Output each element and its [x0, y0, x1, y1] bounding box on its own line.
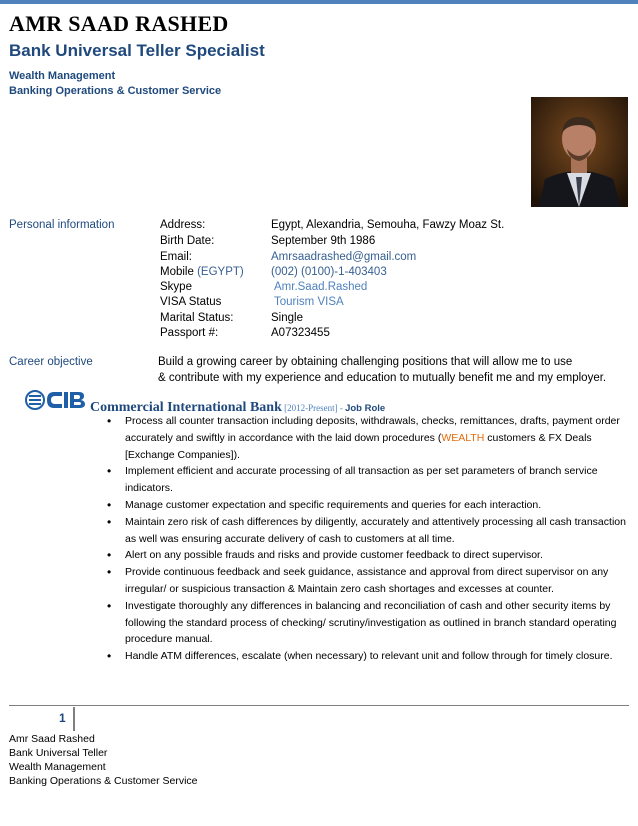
personal-info-heading: Personal information [9, 219, 115, 231]
page-number-divider [73, 707, 75, 731]
footer-rule [9, 705, 629, 706]
candidate-name: AMR SAAD RASHED [9, 11, 229, 36]
address-label: Address: [160, 219, 206, 231]
footer-operations: Banking Operations & Customer Service [9, 775, 198, 787]
address-value: Egypt, Alexandria, Semouha, Fawzy Moaz St. [271, 219, 505, 231]
duty-item [103, 413, 633, 463]
wealth-highlight: WEALTH [441, 431, 485, 444]
page-number: 1 [59, 711, 66, 725]
passport-label: Passport #: [160, 327, 219, 339]
job-dates: [2012-Present] - [281, 403, 346, 413]
duty-text-end: customers & FX Deals [Exchange Companies]). [125, 431, 592, 461]
mobile-value: (002) (0100)-1-403403 [271, 266, 387, 278]
marital-label: Marital Status: [160, 312, 234, 324]
duty-item: • Investigate thoroughly any differences in balancing and reconciliation of cash and other security items by following the standard process of checking/ scrutiny/investigation as outlined in branch standard operating procedure manual. [103, 598, 633, 648]
birthdate-value: September 9th 1986 [271, 235, 376, 247]
duty-item: • Handle ATM differences, escalate (when necessary) to relevant unit and follow through for timely closure. [103, 648, 633, 665]
subtitle-operations: Banking Operations & Customer Service [9, 85, 222, 97]
skype-value: Amr.Saad.Rashed [274, 281, 368, 293]
duty-item: • Implement efficient and accurate processing of all transaction as per set parameters of branch service indicators. [103, 463, 633, 497]
duty-item: • Provide continuous feedback and seek guidance, assistance and approval from direct supervisor on any irregular/ or suspicious transaction & Maintain zero cash shortages and excesses at counter. [103, 564, 633, 598]
footer-wealth: Wealth Management [9, 761, 106, 773]
cib-logo [24, 389, 86, 411]
duty-item: • Alert on any possible frauds and risks and provide customer feedback to direct supervisor. [103, 547, 633, 564]
job-role-label: Job Role [345, 403, 386, 414]
profile-photo [531, 97, 628, 207]
job-title: Bank Universal Teller Specialist [9, 41, 265, 60]
career-heading: Career objective [9, 356, 93, 368]
career-line-1: Build a growing career by obtaining challenging positions that will allow me to use [158, 356, 573, 368]
marital-value: Single [271, 312, 303, 324]
footer-name: Amr Saad Rashed [9, 733, 95, 745]
company-name: Commercial International Bank [90, 400, 282, 415]
visa-label: VISA Status [160, 296, 222, 308]
duty-text: Process all counter transaction including deposits, withdrawals, checks, remittances, drafts, payment order accurately and swiftly in accordance with the laid down procedures ( [125, 415, 620, 444]
duty-item: • Maintain zero risk of cash differences by diligently, accurately and attentively processing all cash transaction as well was ensuring accurate delivery of cash to customers at all time. [103, 514, 633, 548]
duty-item: • Manage customer expectation and specific requirements and queries for each interaction. [103, 497, 633, 514]
mobile-label [160, 266, 244, 278]
mobile-country: (EGYPT) [197, 266, 244, 278]
email-link[interactable]: Amrsaadrashed@gmail.com [271, 251, 417, 263]
passport-value: A07323455 [271, 327, 330, 339]
subtitle-wealth: Wealth Management [9, 70, 116, 82]
duties-list [103, 413, 633, 665]
visa-value: Tourism VISA [274, 296, 344, 308]
skype-label: Skype [160, 281, 192, 293]
mobile-label-text: Mobile [160, 266, 198, 278]
top-border [0, 0, 638, 4]
email-label: Email: [160, 251, 192, 263]
career-line-2: & contribute with my experience and education to mutually benefit me and my employer. [158, 372, 607, 384]
footer-title: Bank Universal Teller [9, 747, 108, 759]
birthdate-label: Birth Date: [160, 235, 215, 247]
